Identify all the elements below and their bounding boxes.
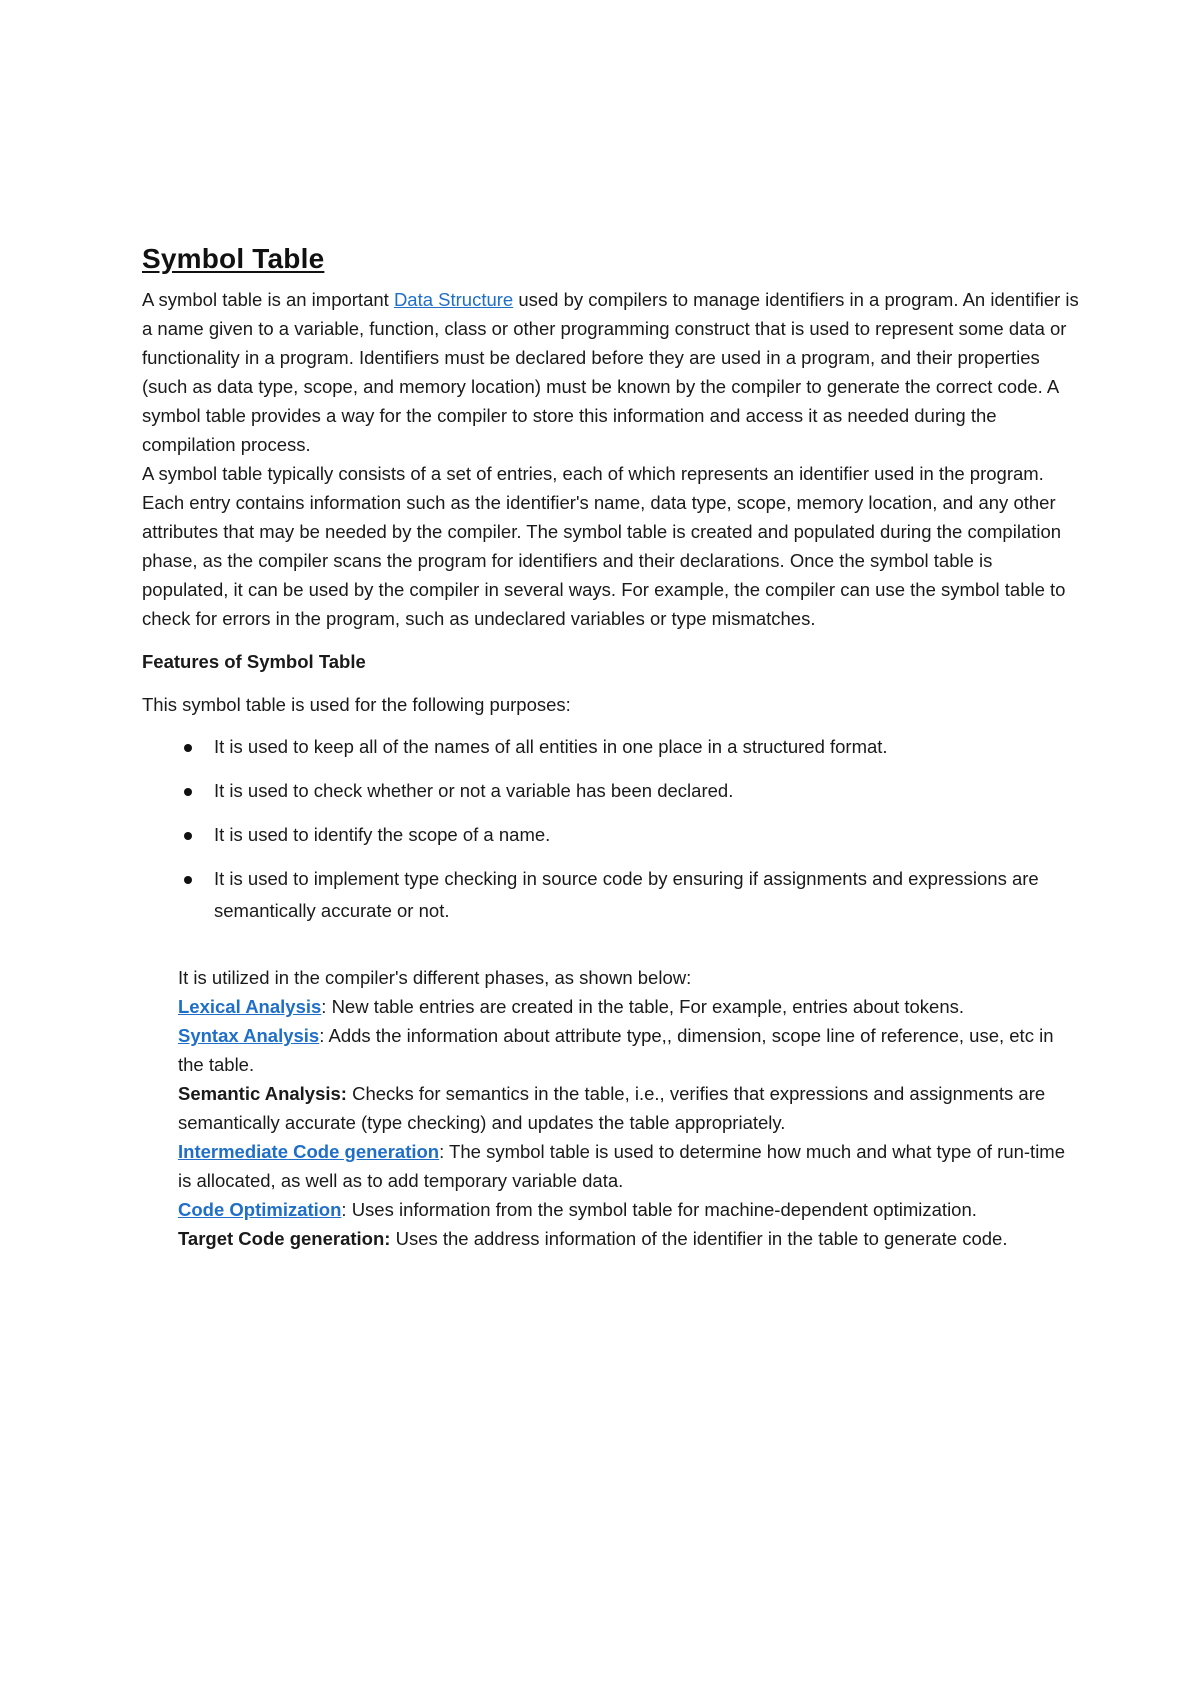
details-paragraph: A symbol table typically consists of a set of entries, each of which represents an identifier used in the program. Each entry contains information such as the identifier's name, data type, scope, memory location, and any other attributes that may be needed by the compiler. The symbol table is created and populated during the compilation phase, as the compiler scans the program for identifiers and their declarations. Once the symbol table is populated, it can be used by the compiler in several ways. For example, the compiler can use the symbol table to check for errors in the program, such as undeclared variables or type mismatches. [142, 463, 1066, 629]
phase-lexical-analysis [178, 992, 1082, 1021]
feature-text: It is used to check whether or not a variable has been declared. [214, 780, 734, 801]
phase-description: Checks for semantics in the table, i.e., verifies that expressions and assignments are semantically accurate (type checking) and updates the table appropriately. [178, 1083, 1046, 1133]
features-heading: Features of Symbol Table [142, 651, 366, 672]
bullet-icon [184, 788, 192, 796]
data-structure-link[interactable]: Data Structure [393, 289, 514, 310]
code-optimization-link[interactable]: Code Optimization [178, 1199, 342, 1220]
list-item [142, 863, 1082, 927]
feature-text: It is used to implement type checking in source code by ensuring if assignments and expressions are semantically accurate or not. [214, 868, 1039, 921]
phases-intro: It is utilized in the compiler's different phases, as shown below: [178, 967, 692, 988]
intro-paragraph [142, 285, 1082, 459]
intro-text-after-link: used by compilers to manage identifiers in a program. An identifier is a name given to a variable, function, class or other programming construct that is used to represent some data or functionality in a program. Identifiers must be declared before they are used in a program, and their properties (such as data type, scope, and memory location) must be known by the compiler to generate the correct code. A symbol table provides a way for the compiler to store this information and access it as needed during the compilation process. [142, 289, 1079, 455]
phase-target-code [178, 1224, 1082, 1253]
target-code-label: Target Code generation: [178, 1228, 391, 1249]
syntax-analysis-link[interactable]: Syntax Analysis [178, 1025, 320, 1046]
list-item [142, 731, 1082, 763]
phase-intermediate-code [178, 1137, 1082, 1195]
bullet-icon [184, 876, 192, 884]
bullet-icon [184, 744, 192, 752]
page-title: Symbol Table [142, 243, 325, 274]
compiler-phases [178, 963, 1082, 1253]
document-body [142, 243, 1082, 1253]
phase-description: Uses the address information of the identifier in the table to generate code. [390, 1228, 1008, 1249]
semantic-analysis-label: Semantic Analysis: [178, 1083, 347, 1104]
intro-text-before-link: A symbol table is an important [142, 289, 394, 310]
features-intro: This symbol table is used for the following purposes: [142, 694, 571, 715]
features-list [142, 731, 1082, 927]
feature-text: It is used to keep all of the names of all entities in one place in a structured format. [214, 736, 888, 757]
list-item [142, 775, 1082, 807]
feature-text: It is used to identify the scope of a name. [214, 824, 551, 845]
phase-code-optimization [178, 1195, 1082, 1224]
phase-description: : The symbol table is used to determine how much and what type of run-time is allocated, as well as to add temporary variable data. [178, 1141, 1066, 1191]
phase-description: : Adds the information about attribute type,, dimension, scope line of reference, use, etc in the table. [178, 1025, 1054, 1075]
phase-semantic-analysis [178, 1079, 1082, 1137]
phase-description: : New table entries are created in the table, For example, entries about tokens. [321, 996, 965, 1017]
phase-description: : Uses information from the symbol table for machine-dependent optimization. [341, 1199, 977, 1220]
phase-syntax-analysis [178, 1021, 1082, 1079]
lexical-analysis-link[interactable]: Lexical Analysis [178, 996, 322, 1017]
bullet-icon [184, 832, 192, 840]
intermediate-code-link[interactable]: Intermediate Code generation [178, 1141, 440, 1162]
list-item [142, 819, 1082, 851]
